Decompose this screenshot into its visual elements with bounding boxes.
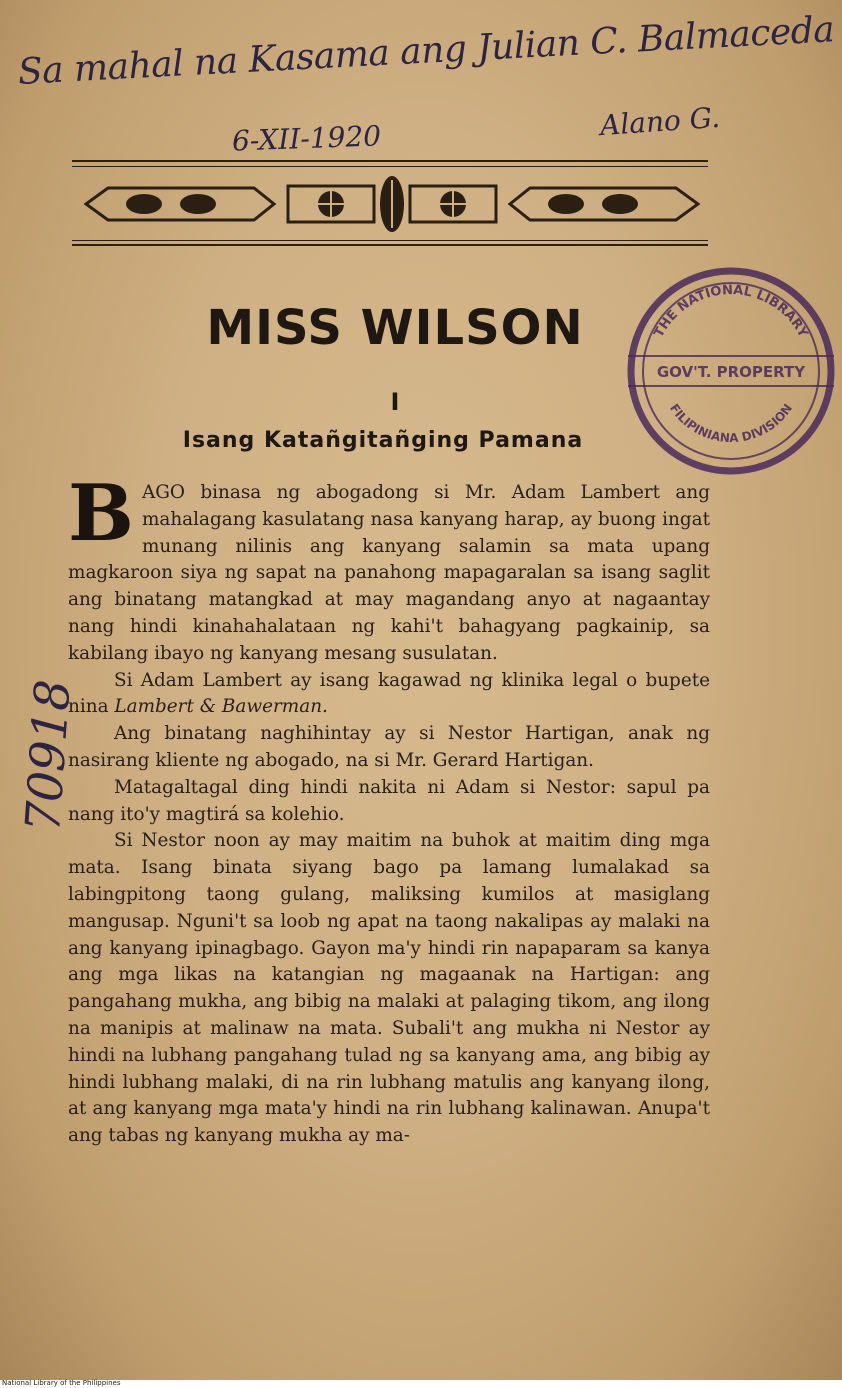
handwritten-dedication: Sa mahal na Kasama ang Julian C. Balmaceda — [16, 9, 836, 93]
paragraph-4: Matagaltagal ding hindi nakita ni Adam si Nestor: sapul pa nang ito'y magtirá sa kolehio. — [68, 776, 710, 825]
bottom-rule-lower — [72, 244, 708, 246]
top-rule-lower — [72, 166, 708, 167]
stamp-top-text: THE NATIONAL LIBRARY — [651, 282, 811, 341]
footer-strip — [0, 1380, 842, 1388]
floral-ornament-banner — [84, 172, 700, 236]
stamp-middle-text: GOV'T. PROPERTY — [656, 363, 806, 381]
paragraph-2 — [68, 668, 710, 722]
chapter-number: I — [390, 388, 400, 416]
paragraph-5: Si Nestor noon ay may maitim na buhok at maitim ding mga mata. Isang binata siyang bago pa lamang lumalakad sa labingpitong taong gulang, maliksing kumilos at masiglang mangusap. Nguni't sa loob ng apat na taong nakalipas ay malaki na ang kanyang ipinagbago. Gayon ma'y hindi rin napaparam sa kanya ang mga likas na katangian ng magaanak na Hartigan: ang pangahang mukha, ang bibig na malaki at palaging tikom, ang ilong na manipis at malinaw na mata. Subali't ang mukha ni Nestor ay hindi na lubhang pangahang tulad ng sa kanyang ama, ang bibig ay hindi lubhang malaki, di na rin lubhang matulis ang kanyang ilong, at ang kanyang mga mata'y hindi na rin lubhang kalinawan. Anupa't ang tabas ng kanyang mukha ay ma- — [68, 830, 710, 1147]
chapter-title: Isang Katañgitañging Pamana — [182, 428, 584, 453]
paragraph-1-text: AGO binasa ng abogadong si Mr. Adam Lambert ang mahalagang kasulatang nasa kanyang harap, ay buong ingat munang nilinis ang kanyang salamin sa mata upang magkaroon siya ng sapat na panahong mapagaralan sa isang saglit ang binatang matangkad at may magandang anyo at nagaantay nang hindi kinahahalataan ng kahi't bahagyang pagkainip, sa kabilang ibayo ng kanyang mesang susulatan. — [68, 482, 710, 664]
stamp-bottom-text: FILIPINIANA DIVISION — [666, 401, 796, 446]
handwritten-date: 6-XII-1920 — [231, 119, 382, 158]
drop-cap: B — [68, 468, 134, 559]
footer-credit: National Library of the Philippines — [2, 1379, 121, 1387]
paragraph-3: Ang binatang naghihintay ay si Nestor Hartigan, anak ng nasirang kliente ng abogado, na si Mr. Gerard Hartigan. — [68, 723, 710, 771]
handwritten-margin-number: 70918 — [15, 677, 82, 835]
book-title: MISS WILSON — [206, 300, 584, 356]
handwritten-signature: Alano G. — [598, 100, 721, 143]
firm-name: Lambert & Bawerman. — [114, 696, 328, 718]
bottom-rule-upper — [72, 240, 708, 241]
paragraph-2-text: Si Adam Lambert ay isang kagawad ng klinika legal o bupete nina — [68, 669, 710, 718]
body-text — [68, 468, 710, 1150]
top-rule-upper — [72, 160, 708, 162]
paragraph-1 — [68, 468, 710, 668]
